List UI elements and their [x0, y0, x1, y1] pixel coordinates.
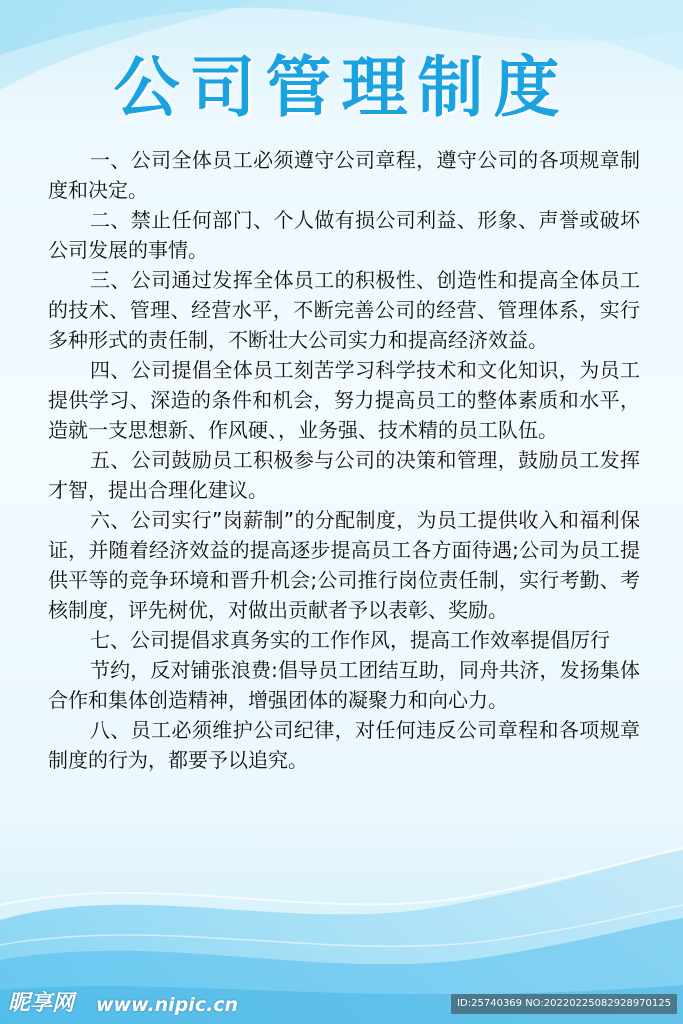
- regulation-paragraph-1: 一、公司全体员工必须遵守公司章程，遵守公司的各项规章制度和决定。: [48, 148, 640, 202]
- image-id-badge: ID:25740369 NO:20220225082928970125: [451, 994, 677, 1014]
- regulation-paragraph-6: 六、公司实行”岗薪制”的分配制度，为员工提供收入和福利保证，并随着经济效益的提高逐步提高员工各方面待遇;公司为员工提供平等的竞争环境和晋升机会;公司推行岗位责任制，实行考勤、考核制度，评先树优，对做出贡献者予以表彰、奖励。: [48, 508, 640, 622]
- regulation-paragraph-5: 五、公司鼓励员工积极参与公司的决策和管理，鼓励员工发挥才智，提出合理化建议。: [48, 448, 640, 502]
- regulations-body: [48, 145, 640, 775]
- regulation-paragraph-7-continued: 节约，反对铺张浪费:倡导员工团结互助，同舟共济，发扬集体合作和集体创造精神，增强团体的凝聚力和向心力。: [48, 658, 640, 712]
- watermark-logo: 昵享网: [8, 991, 75, 1016]
- regulation-paragraph-4: 四、公司提倡全体员工刻苦学习科学技术和文化知识，为员工提供学习、深造的条件和机会，努力提高员工的整体素质和水平，造就一支思想新、作风硬、，业务强、技术精的员工队伍。: [48, 358, 640, 442]
- watermark-url: www.nipic.cn: [96, 994, 239, 1016]
- regulation-paragraph-8: 八、员工必须维护公司纪律，对任何违反公司章程和各项规章制度的行为，都要予以追究。: [48, 718, 640, 772]
- regulation-paragraph-2: 二、禁止任何部门、个人做有损公司利益、形象、声誉或破坏公司发展的事情。: [48, 208, 640, 262]
- page-title: 公司管理制度: [113, 49, 570, 126]
- regulation-paragraph-3: 三、公司通过发挥全体员工的积极性、创造性和提高全体员工的技术、管理、经营水平，不断完善公司的经营、管理体系，实行多种形式的责任制，不断壮大公司实力和提高经济效益。: [48, 268, 640, 352]
- regulation-paragraph-7: 七、公司提倡求真务实的工作作风，提高工作效率提倡厉行: [90, 628, 610, 652]
